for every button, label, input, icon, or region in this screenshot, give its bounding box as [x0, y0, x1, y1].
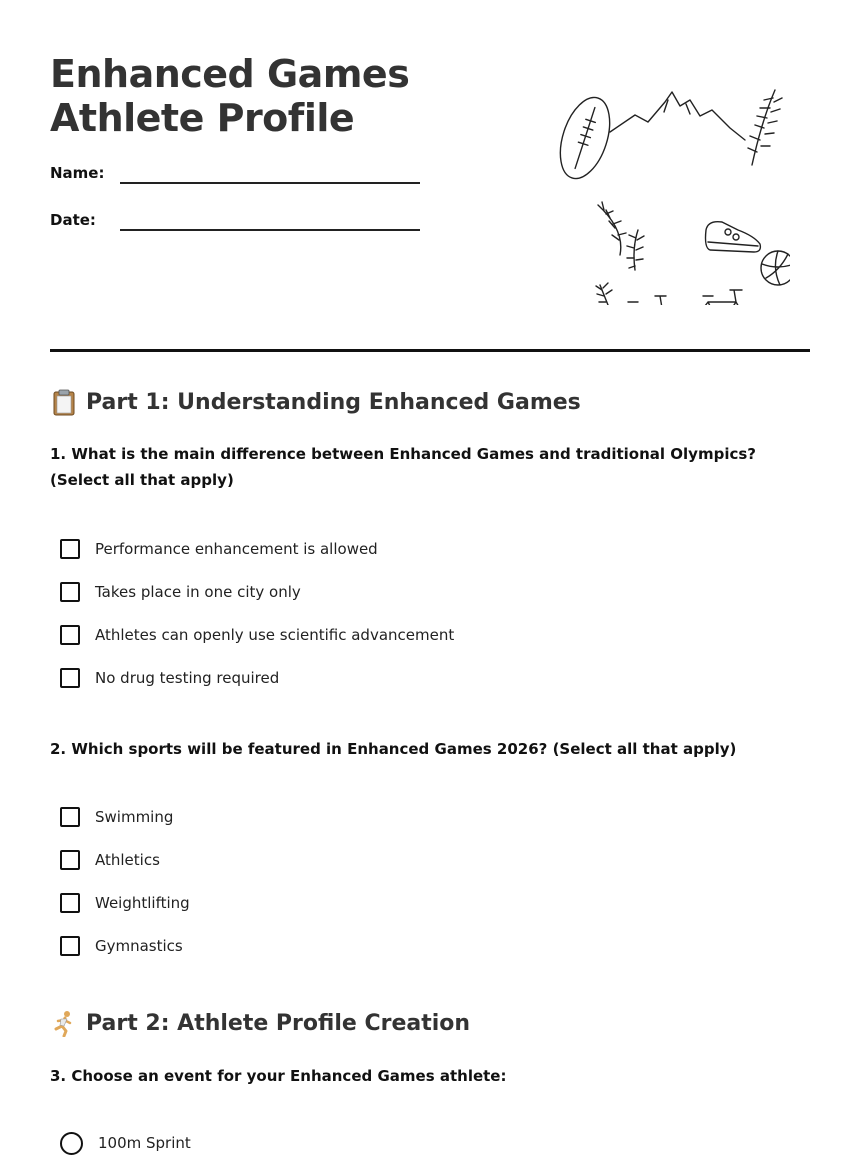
option-label: Gymnastics — [95, 937, 183, 955]
checkbox[interactable] — [60, 539, 80, 559]
q1-option-4[interactable] — [60, 666, 279, 690]
date-field[interactable] — [50, 211, 420, 241]
football-icon — [551, 91, 619, 184]
section-divider — [50, 349, 810, 352]
option-label: Performance enhancement is allowed — [95, 540, 378, 558]
checkbox[interactable] — [60, 936, 80, 956]
title-line-1: Enhanced Games — [50, 52, 410, 96]
bicycle-icon — [670, 290, 770, 305]
question-3: 3. Choose an event for your Enhanced Games athlete: — [50, 1067, 507, 1085]
part1-heading — [50, 388, 581, 416]
question-2: 2. Which sports will be featured in Enhanced Games 2026? (Select all that apply) — [50, 740, 737, 758]
option-label: 100m Sprint — [98, 1134, 191, 1152]
q2-option-1[interactable] — [60, 805, 173, 829]
sports-illustration — [540, 80, 790, 305]
q2-option-2[interactable] — [60, 848, 160, 872]
sneaker-icon — [706, 222, 761, 252]
name-input-line[interactable] — [120, 182, 420, 184]
option-label: Takes place in one city only — [95, 583, 301, 601]
fern-icon — [598, 202, 626, 255]
q3-option-1[interactable] — [60, 1131, 191, 1155]
name-field[interactable] — [50, 164, 420, 194]
q2-option-3[interactable] — [60, 891, 190, 915]
checkbox[interactable] — [60, 582, 80, 602]
date-input-line[interactable] — [120, 229, 420, 231]
checkbox[interactable] — [60, 625, 80, 645]
option-label: Athletes can openly use scientific advancement — [95, 626, 455, 644]
checkbox[interactable] — [60, 850, 80, 870]
part2-heading — [50, 1009, 470, 1037]
part1-title: Part 1: Understanding Enhanced Games — [86, 389, 581, 415]
q1-option-3[interactable] — [60, 623, 454, 647]
name-label: Name: — [50, 164, 105, 182]
fern-icon — [627, 230, 644, 270]
mountain-icon — [610, 92, 745, 140]
question-1: 1. What is the main difference between Enhanced Games and traditional Olympics? (Select all that apply) — [50, 445, 756, 489]
date-label: Date: — [50, 211, 96, 229]
checkbox[interactable] — [60, 668, 80, 688]
worksheet-header — [50, 52, 810, 312]
option-label: Swimming — [95, 808, 174, 826]
volleyball-icon — [761, 251, 790, 285]
q2-option-4[interactable] — [60, 934, 183, 958]
option-label: Weightlifting — [95, 894, 190, 912]
fern-icon — [596, 283, 612, 305]
title-line-2: Athlete Profile — [50, 96, 355, 140]
option-label: Athletics — [95, 851, 160, 869]
part2-title: Part 2: Athlete Profile Creation — [86, 1010, 471, 1036]
option-label: No drug testing required — [95, 669, 280, 687]
q1-option-1[interactable] — [60, 537, 378, 561]
radio-button[interactable] — [60, 1132, 83, 1155]
fern-icon — [748, 90, 782, 165]
checkbox[interactable] — [60, 893, 80, 913]
q1-option-2[interactable] — [60, 580, 301, 604]
checkbox[interactable] — [60, 807, 80, 827]
runner-icon — [50, 1009, 78, 1037]
clipboard-icon — [50, 388, 78, 416]
